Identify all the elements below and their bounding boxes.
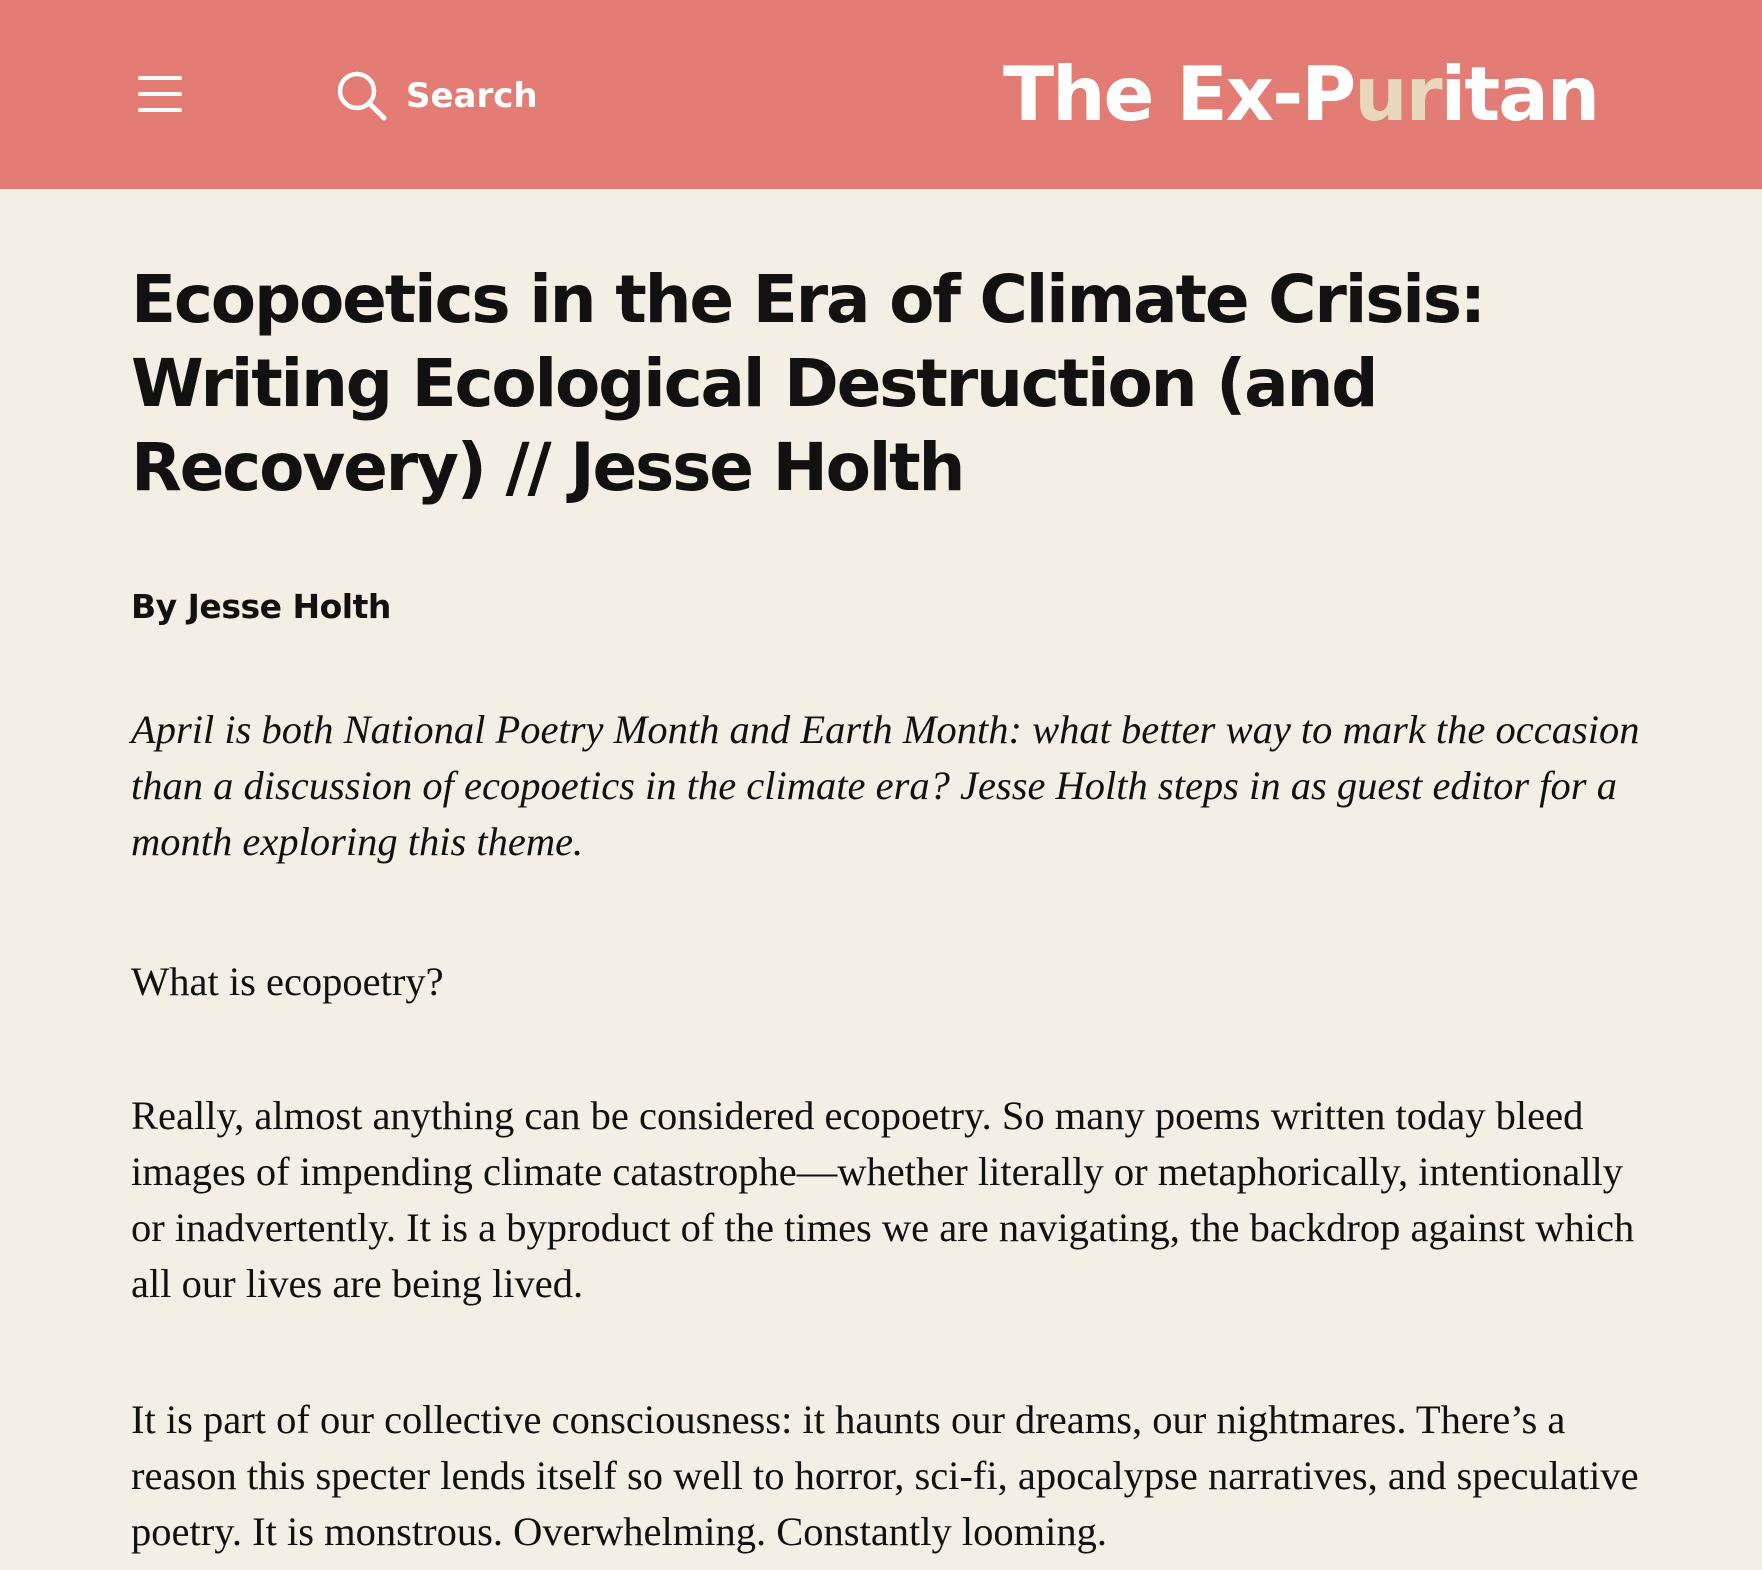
site-logo[interactable] bbox=[1003, 50, 1598, 140]
search-label: Search bbox=[406, 76, 538, 116]
search-button[interactable] bbox=[336, 66, 538, 126]
article-paragraph: It is part of our collective consciousness: it haunts our dreams, our nightmares. There’s a reason this specter lends itself so well to horror, sci-fi, apocalypse narratives, and speculative poetry. It is monstrous. Overwhelming. Constantly looming. bbox=[131, 1397, 1639, 1554]
logo-text-accent: ur bbox=[1354, 50, 1441, 138]
article-intro: April is both National Poetry Month and Earth Month: what better way to mark the occasion than a discussion of ecopoetics in the climate era? Jesse Holth steps in as guest editor for a month exploring this theme. bbox=[131, 707, 1640, 864]
article-paragraph: Really, almost anything can be considered ecopoetry. So many poems written today bleed images of impending climate catastrophe—whether literally or metaphorically, intentionally or inadvertently. It is a byproduct of the times we are navigating, the backdrop against which all our lives are being lived. bbox=[131, 1093, 1635, 1306]
article-title: Ecopoetics in the Era of Climate Crisis: Writing Ecological Destruction (and Recovery) // Jesse Holth bbox=[131, 261, 1484, 506]
search-icon bbox=[336, 70, 388, 122]
logo-text-main: The Ex-P bbox=[1003, 50, 1355, 138]
logo-text-end: itan bbox=[1440, 50, 1599, 138]
site-header bbox=[0, 0, 1762, 189]
article-paragraph: What is ecopoetry? bbox=[131, 959, 444, 1004]
hamburger-menu-icon[interactable] bbox=[132, 72, 188, 116]
article-byline: By Jesse Holth bbox=[131, 587, 391, 626]
